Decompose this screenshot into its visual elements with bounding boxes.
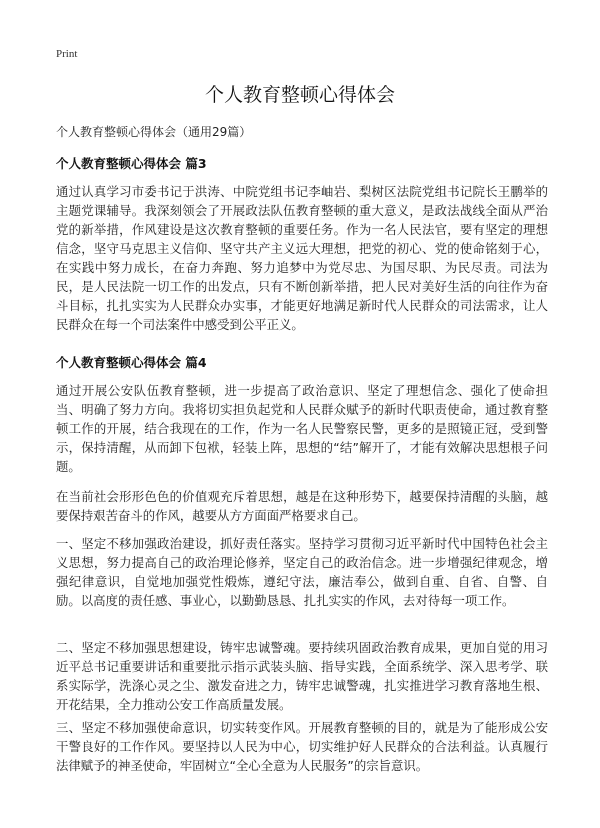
section-heading-3: 个人教育整顿心得体会 篇3 [56, 156, 207, 171]
section-4-paragraph-5: 三、坚定不移加强使命意识，切实转变作风。开展教育整顿的目的，就是为了能形成公安干警良好的工作作风。要坚持以人民为中心，切实维护好人民群众的合法利益。认真履行法律赋予的神圣使命，牢固树立“全心全意为人民服务”的宗旨意识。 [56, 720, 548, 773]
page-title: 个人教育整顿心得体会 [204, 84, 395, 106]
section-4-paragraph-3: 一、坚定不移加强政治建设，抓好责任落实。坚持学习贯彻习近平新时代中国特色社会主义思想，努力提高自己的政治理论修养，坚定自己的政治信念。进一步增强纪律观念，增强纪律意识，自觉地加强党性煅炼，遵纪守法，廉洁奉公，做到自重、自省、自警、自励。以高度的责任感、事业心，以勤勤恳恳、扎扎实实的作风，去对待每一项工作。 [56, 536, 548, 608]
section-heading-4: 个人教育整顿心得体会 篇4 [56, 355, 207, 370]
section-3-paragraph-1: 通过认真学习市委书记于洪涛、中院党组书记李岫岩、梨树区法院党组书记院长王鹏举的主题党课辅导。我深刻领会了开展政法队伍教育整顿的重大意义，是政法战线全面从严治党的新举措，作风建设是这次教育整顿的重要任务。作为一名人民法官，要有坚定的理想信念，坚守马克思主义信仰、坚守共产主义远大理想，把党的初心、党的使命铭刻于心，在实践中努力成长，在奋力奔跑、努力追梦中为党尽忠、为国尽职、为民尽责。司法为民，是人民法院一切工作的出发点，只有不断创新举措，把人民对美好生活的向往作为奋斗目标，扎扎实实为人民群众办实事，才能更好地满足新时代人民群众的司法需求，让人民群众在每一个司法案件中感受到公平正义。 [56, 184, 548, 332]
document-subtitle: 个人教育整顿心得体会（通用29篇） [56, 125, 252, 139]
section-4-paragraph-1: 通过开展公安队伍教育整顿，进一步提高了政治意识、坚定了理想信念、强化了使命担当、明确了努力方向。我将切实担负起党和人民群众赋予的新时代职责使命，通过教育整顿工作的开展，结合我现在的工作，作为一名人民警察民警，更多的是照镜正冠，受到警示，保持清醒，从而卸下包袱，轻装上阵，思想的“结”解开了，才能有效解决思想根子问题。 [56, 383, 548, 474]
section-4-paragraph-2: 在当前社会形形色色的价值观充斥着思想，越是在这种形势下，越要保持清醒的头脑，越要保持艰苦奋斗的作风，越要从方方面面严格要求自己。 [56, 489, 548, 523]
print-link[interactable]: Print [56, 48, 78, 60]
section-4-paragraph-4: 二、坚定不移加强思想建设，铸牢忠诚警魂。要持续巩固政治教育成果，更加自觉的用习近平总书记重要讲话和重要批示指示武装头脑、指导实践，全面系统学、深入思考学、联系实际学，洗涤心灵之尘、激发奋进之力，铸牢忠诚警魂，扎实推进学习教育落地生根、开花结果，全力推动公安工作高质量发展。 [56, 640, 548, 712]
